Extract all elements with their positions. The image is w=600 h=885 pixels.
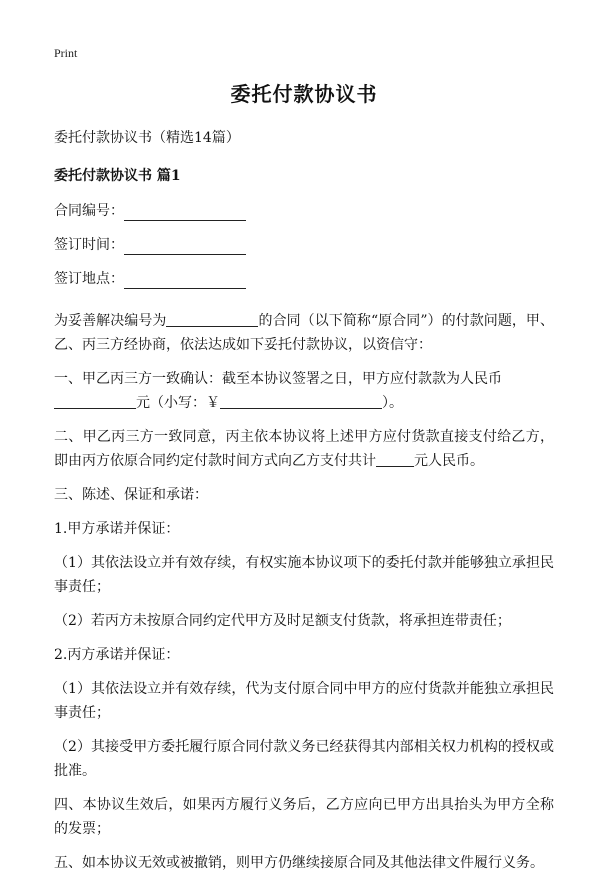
paragraph-party-c-heading: 2.丙方承诺并保证： — [54, 647, 180, 663]
paragraph-clause-1 — [54, 367, 554, 415]
paragraph-party-c-1: （1）其依法设立并有效存续，代为支付原合同中甲方的应付货款并能独立承担民事责任； — [54, 681, 554, 721]
paragraph-clause-3: 三、陈述、保证和承诺： — [54, 487, 208, 503]
amount-blank — [54, 394, 136, 409]
total-amount-blank — [376, 452, 414, 467]
sign-place-field — [54, 269, 554, 289]
print-link[interactable]: Print — [54, 46, 78, 60]
sign-place-label: 签订地点： — [54, 271, 124, 287]
paragraph-party-c-2: （2）其接受甲方委托履行原合同付款义务已经获得其内部相关权力机构的授权或批准。 — [54, 739, 554, 779]
clause-2-text-start: 二、甲乙丙三方一致同意，丙主依本协议将上述甲方应付货款直接支付给乙方，即由丙方依原合同约定付款时间方式向乙方支付共计 — [54, 429, 554, 469]
clause-1-text-mid: 元（小写：￥ — [136, 395, 220, 411]
sign-date-label: 签订时间： — [54, 237, 124, 253]
clause-1-text-start: 一、甲乙丙三方一致确认：截至本协议签署之日，甲方应付款款为人民币 — [54, 371, 502, 387]
contract-no-blank — [166, 312, 258, 327]
document-subtitle: 委托付款协议书（精选14篇） — [54, 130, 240, 146]
paragraph-clause-4: 四、本协议生效后，如果丙方履行义务后，乙方应向已甲方出具抬头为甲方全称的发票； — [54, 797, 554, 837]
clause-2-text-end: 元人民币。 — [414, 453, 484, 469]
contract-number-blank — [124, 204, 246, 221]
contract-number-label: 合同编号： — [54, 203, 124, 219]
section-heading: 委托付款协议书 篇1 — [54, 168, 181, 184]
clause-1-text-end: ）。 — [382, 395, 403, 411]
paragraph-clause-5: 五、如本协议无效或被撤销，则甲方仍继续接原合同及其他法律文件履行义务。 — [54, 855, 544, 871]
contract-number-field — [54, 201, 554, 221]
intro-text-start: 为妥善解决编号为 — [54, 313, 167, 329]
paragraph-party-a-heading: 1.甲方承诺并保证： — [54, 521, 180, 537]
document-body — [54, 78, 554, 885]
paragraph-clause-2 — [54, 425, 554, 473]
sign-date-blank — [124, 238, 246, 255]
intro-text-end: 的合同（以下简称“原合同”）的付款问题，甲、乙、丙三方经协商，依法达成如下妥托付款协议，以资信守： — [54, 313, 554, 353]
amount-numeric-blank — [220, 394, 382, 409]
sign-place-blank — [124, 272, 246, 289]
paragraph-intro — [54, 309, 554, 357]
paragraph-party-a-1: （1）其依法设立并有效存续，有权实施本协议项下的委托付款并能够独立承担民事责任； — [54, 555, 554, 595]
paragraph-party-a-2: （2）若丙方未按原合同约定代甲方及时足额支付货款，将承担连带责任； — [54, 613, 511, 629]
sign-date-field — [54, 235, 554, 255]
document-title: 委托付款协议书 — [230, 82, 378, 106]
